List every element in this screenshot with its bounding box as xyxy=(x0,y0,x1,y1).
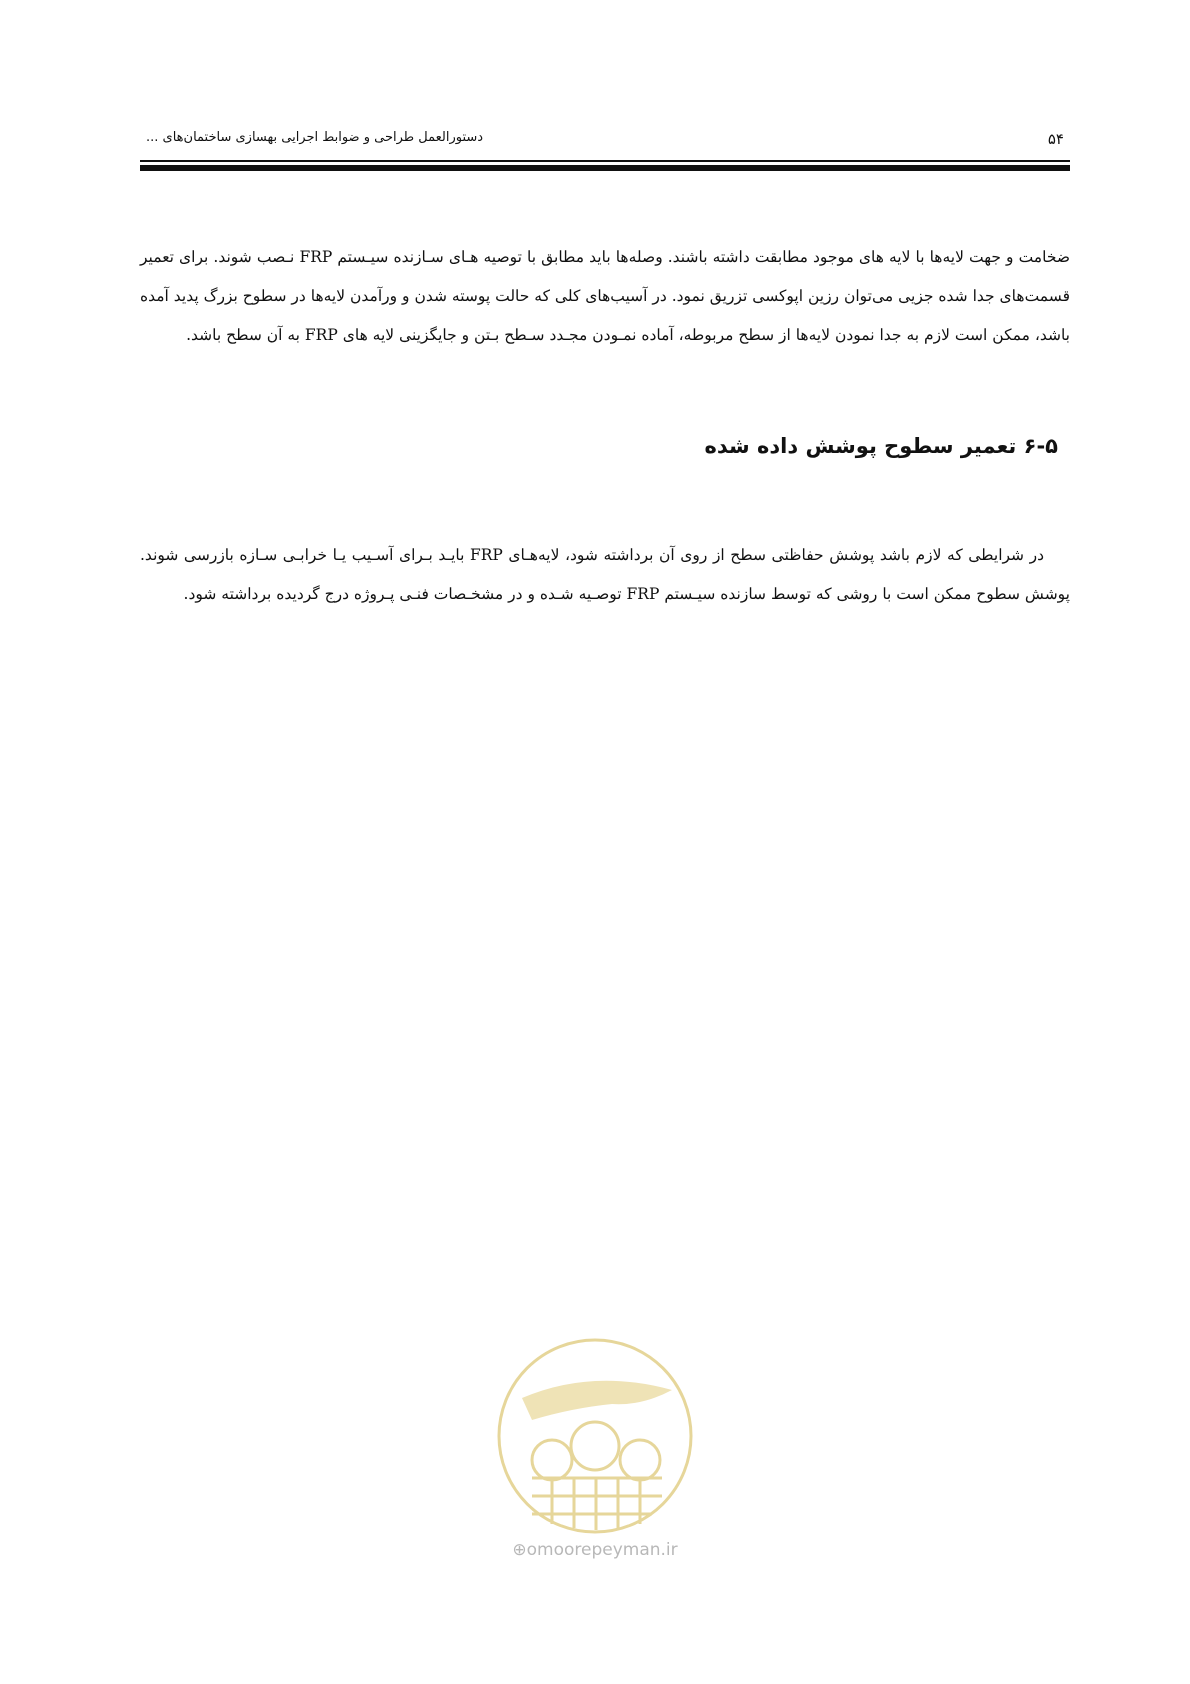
body-paragraph: ضخامت و جهت لایه‌ها با لایه های موجود مطابقت داشته باشند. وصله‌ها باید مطابق با توصیه هـای سـازنده سیـستم FRP نـصب شوند. برای تعمیر قسمت‌های جدا شده جزیی می‌توان رزین اپوکسی تزریق نمود. در آسیب‌های کلی که حالت پوسته شدن و ورآمدن لایه‌ها در سطوح بزرگ پدید آمده باشد، ممکن است لازم به جدا نمودن لایه‌ها از سطح مربوطه، آماده نمـودن مجـدد سـطح بـتن و جایگزینی لایه های FRP به آن سطح باشد. xyxy=(140,247,1070,344)
section-heading: ۶-۵ تعمیر سطوح پوشش داده شده xyxy=(704,434,1058,458)
header-rule-thick xyxy=(140,165,1070,171)
page-header xyxy=(140,128,1070,152)
watermark-caption: ⊕omoorepeyman.ir xyxy=(512,1540,678,1560)
body-paragraph: در شرایطی که لازم باشد پوشش حفاظتی سطح از روی آن برداشته شود، لایه‌هـای FRP بایـد بـرای آسـیب یـا خرابـی سـازه بازرسی شوند. پوشش سطوح ممکن است با روشی که توسط سازنده سیـستم FRP توصـیه شـده و در مشخـصات فنـی پـروژه درج گردیده برداشته شود. xyxy=(140,545,1070,603)
running-title: دستورالعمل طراحی و ضوابط اجرایی بهسازی ساختمان‌های ... xyxy=(146,130,484,145)
header-rule-thin xyxy=(140,160,1070,162)
page-number: ۵۴ xyxy=(1047,130,1064,148)
watermark-logo xyxy=(492,1328,698,1548)
globe-icon: ⊕ xyxy=(512,1540,527,1560)
